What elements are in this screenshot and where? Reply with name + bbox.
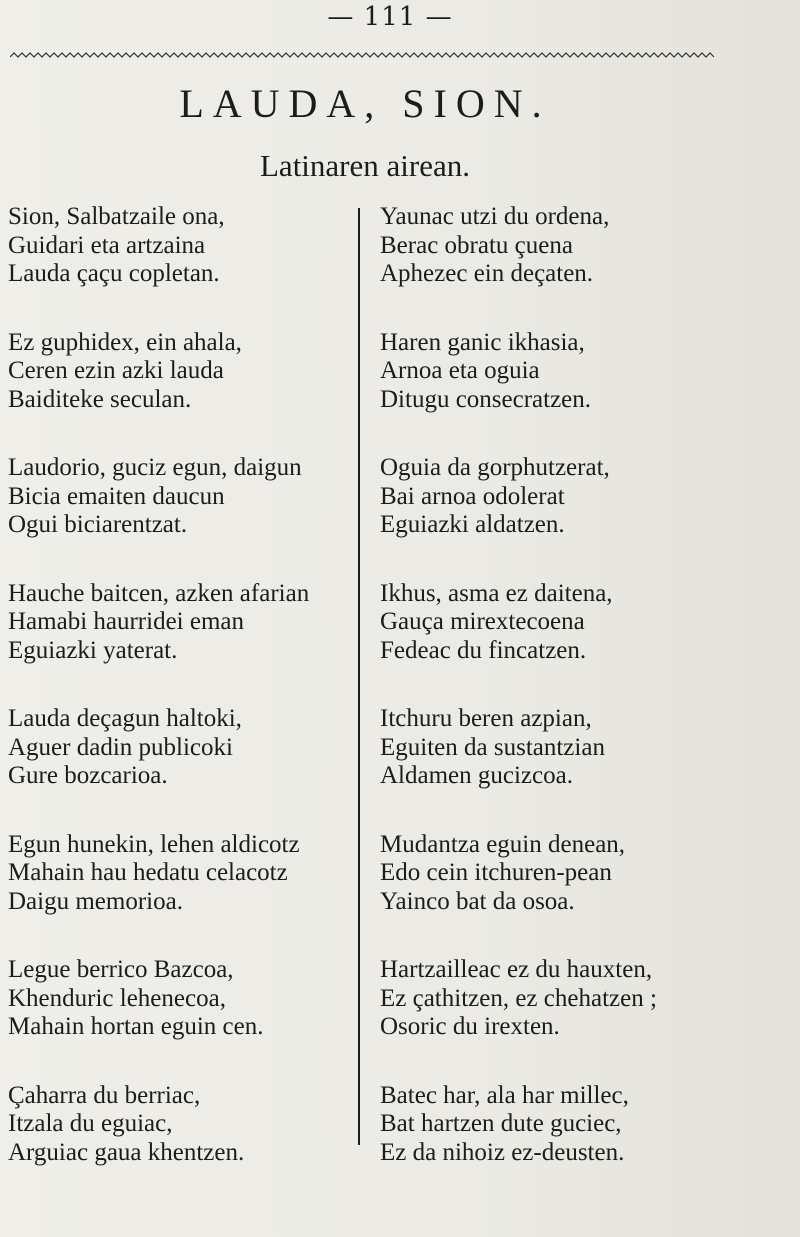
verse-line: Berac obratu çuena (380, 231, 573, 259)
verse-line: Ez çathitzen, ez chehatzen ; (380, 984, 657, 1012)
page-number: — 111 — (327, 2, 453, 32)
verse-line: Daigu memorioa. (8, 887, 183, 915)
stanza (380, 705, 725, 791)
verse-line: Eguiazki yaterat. (8, 636, 178, 664)
column-divider (358, 208, 360, 1145)
verse-line: Itchuru beren azpian, (380, 705, 592, 732)
verse-line: Çaharra du berriac, (8, 1081, 201, 1109)
verse-line: Hamabi haurridei eman (8, 608, 245, 635)
stanza (8, 831, 353, 917)
verse-line: Laudorio, guciz egun, daigun (8, 454, 302, 481)
verse-line: Egun hunekin, lehen aldicotz (8, 830, 300, 858)
stanza (380, 203, 725, 289)
verse-line: Fedeac du fincatzen. (380, 636, 587, 664)
verse-line: Eguiazki aldatzen. (380, 511, 565, 538)
verse-line: Guidari eta artzaina (8, 231, 206, 259)
verse-line: Hartzailleac ez du hauxten, (380, 956, 653, 983)
verse-line: Haren ganic ikhasia, (380, 328, 585, 356)
stanza (380, 329, 725, 415)
stanza (8, 454, 353, 540)
verse-line: Aguer dadin publicoki (8, 733, 233, 761)
verse-line: Aldamen gucizcoa. (380, 762, 573, 789)
verse-line: Ceren ezin azki lauda (8, 357, 224, 384)
verse-line: Batec har, ala har millec, (380, 1081, 629, 1109)
verse-line: Lauda deçagun haltoki, (8, 705, 242, 732)
verse-line: Arguiac gaua khentzen. (8, 1138, 245, 1166)
stanza (380, 831, 725, 917)
verse-line: Baiditeke seculan. (8, 385, 192, 413)
verse-line: Lauda çaçu copletan. (8, 260, 220, 287)
verse-line: Itzala du eguiac, (8, 1110, 173, 1137)
verse-line: Eguiten da sustantzian (380, 733, 605, 761)
verse-line: Mudantza eguin denean, (380, 830, 626, 858)
verse-line: Hauche baitcen, azken afarian (8, 579, 310, 607)
verse-line: Bicia emaiten daucun (8, 482, 225, 510)
left-column (8, 203, 353, 1207)
stanza (380, 1082, 725, 1168)
verse-line: Bat hartzen dute guciec, (380, 1110, 622, 1137)
right-column (380, 203, 725, 1207)
verse-line: Ditugu consecratzen. (380, 385, 592, 413)
verse-line: Edo cein itchuren-pean (380, 859, 612, 886)
verse-line: Ez da nihoiz ez-deusten. (380, 1138, 625, 1166)
stanza (8, 705, 353, 791)
decorative-rule (10, 50, 715, 60)
verse-line: Arnoa eta oguia (380, 357, 540, 384)
verse-line: Osoric du irexten. (380, 1013, 560, 1040)
verse-line: Gauça mirextecoena (380, 608, 585, 635)
verse-line: Legue berrico Bazcoa, (8, 956, 234, 983)
stanza (8, 1082, 353, 1168)
verse-line: Oguia da gorphutzerat, (380, 454, 610, 481)
verse-line: Khenduric lehenecoa, (8, 984, 226, 1012)
stanza (8, 203, 353, 289)
verse-line: Ikhus, asma ez daitena, (380, 579, 613, 607)
hymn-subtitle: Latinaren airean. (260, 148, 470, 183)
verse-line: Mahain hortan eguin cen. (8, 1013, 264, 1040)
stanza (380, 956, 725, 1042)
verse-line: Ogui biciarentzat. (8, 511, 188, 538)
stanza (8, 329, 353, 415)
stanza (380, 454, 725, 540)
verse-line: Mahain hau hedatu celacotz (8, 859, 288, 886)
verse-line: Ez guphidex, ein ahala, (8, 328, 242, 356)
hymn-title: LAUDA, SION. (179, 81, 551, 126)
stanza (380, 580, 725, 666)
stanza (8, 580, 353, 666)
verse-line: Bai arnoa odolerat (380, 482, 565, 510)
verse-line: Aphezec ein deçaten. (380, 260, 594, 287)
verse-line: Gure bozcarioa. (8, 762, 168, 789)
verse-line: Sion, Salbatzaile ona, (8, 203, 225, 230)
verse-line: Yainco bat da osoa. (380, 887, 575, 915)
verse-line: Yaunac utzi du ordena, (380, 203, 610, 230)
stanza (8, 956, 353, 1042)
